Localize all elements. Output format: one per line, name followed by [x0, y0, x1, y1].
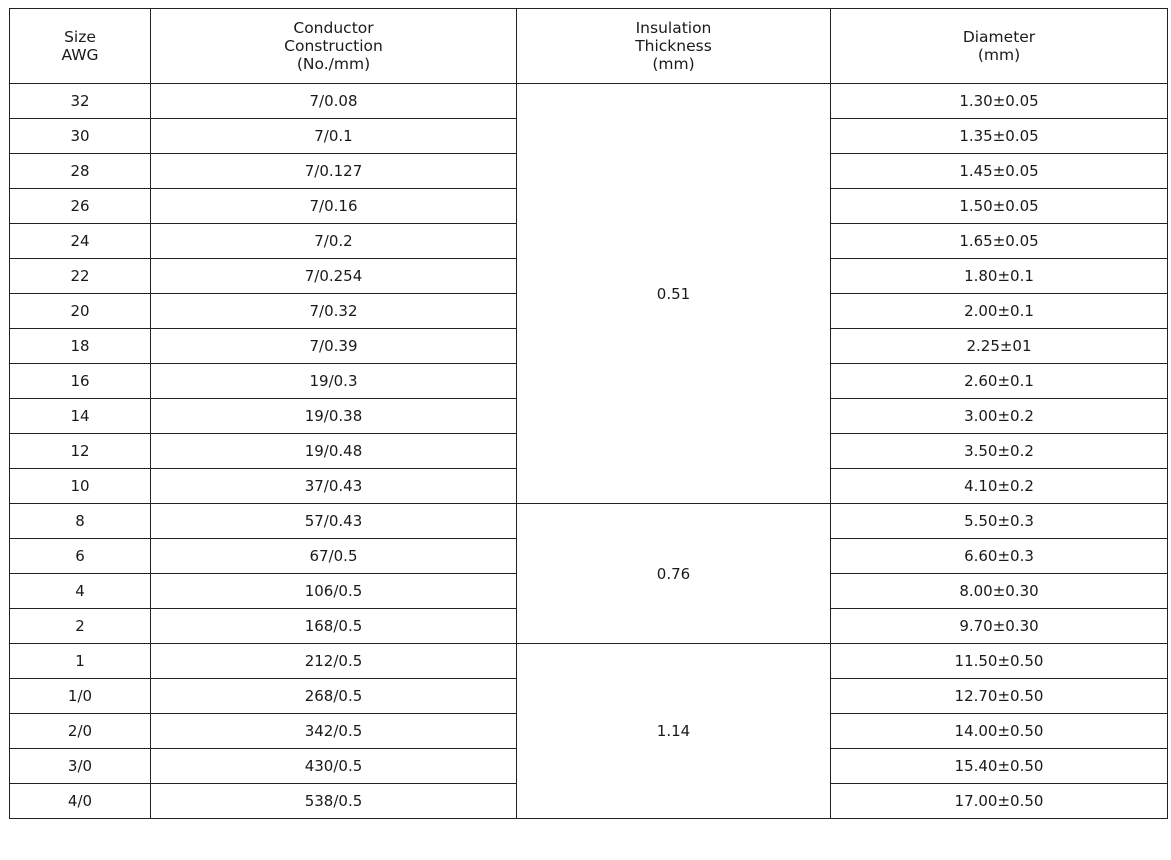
- diameter-cell: 1.30±0.05: [831, 84, 1168, 119]
- diameter-cell: 11.50±0.50: [831, 644, 1168, 679]
- size-cell: 16: [10, 364, 151, 399]
- diameter-cell: 17.00±0.50: [831, 784, 1168, 819]
- size-cell: 2/0: [10, 714, 151, 749]
- table-row: [10, 84, 1168, 119]
- conductor-cell: 538/0.5: [151, 784, 517, 819]
- header-insulation-line: (mm): [652, 55, 695, 73]
- size-cell: 14: [10, 399, 151, 434]
- header-conductor-line: Conductor: [293, 19, 374, 37]
- diameter-cell: 3.00±0.2: [831, 399, 1168, 434]
- header-diameter-line: (mm): [977, 46, 1021, 64]
- header-diameter: [831, 9, 1168, 84]
- conductor-cell: 430/0.5: [151, 749, 517, 784]
- size-cell: 10: [10, 469, 151, 504]
- insulation-cell: 0.76: [517, 504, 831, 644]
- diameter-cell: 8.00±0.30: [831, 574, 1168, 609]
- size-cell: 2: [10, 609, 151, 644]
- size-cell: 20: [10, 294, 151, 329]
- conductor-cell: 106/0.5: [151, 574, 517, 609]
- size-cell: 12: [10, 434, 151, 469]
- header-diameter-line: Diameter: [962, 28, 1036, 46]
- size-cell: 18: [10, 329, 151, 364]
- size-cell: 3/0: [10, 749, 151, 784]
- size-cell: 1: [10, 644, 151, 679]
- conductor-cell: 212/0.5: [151, 644, 517, 679]
- diameter-cell: 2.25±01: [831, 329, 1168, 364]
- size-cell: 32: [10, 84, 151, 119]
- size-cell: 4: [10, 574, 151, 609]
- header-conductor-line: (No./mm): [296, 55, 371, 73]
- size-cell: 30: [10, 119, 151, 154]
- size-cell: 4/0: [10, 784, 151, 819]
- diameter-cell: 14.00±0.50: [831, 714, 1168, 749]
- conductor-cell: 19/0.3: [151, 364, 517, 399]
- conductor-cell: 7/0.32: [151, 294, 517, 329]
- conductor-cell: 67/0.5: [151, 539, 517, 574]
- header-size-line: AWG: [61, 46, 99, 64]
- conductor-cell: 57/0.43: [151, 504, 517, 539]
- conductor-cell: 342/0.5: [151, 714, 517, 749]
- size-cell: 1/0: [10, 679, 151, 714]
- conductor-cell: 19/0.38: [151, 399, 517, 434]
- header-insulation-line: Thickness: [635, 37, 712, 55]
- header-insulation-line: Insulation: [635, 19, 712, 37]
- diameter-cell: 1.50±0.05: [831, 189, 1168, 224]
- conductor-cell: 37/0.43: [151, 469, 517, 504]
- diameter-cell: 6.60±0.3: [831, 539, 1168, 574]
- diameter-cell: 12.70±0.50: [831, 679, 1168, 714]
- conductor-cell: 168/0.5: [151, 609, 517, 644]
- header-insulation: [517, 9, 831, 84]
- size-cell: 8: [10, 504, 151, 539]
- diameter-cell: 1.80±0.1: [831, 259, 1168, 294]
- diameter-cell: 2.60±0.1: [831, 364, 1168, 399]
- size-cell: 22: [10, 259, 151, 294]
- conductor-cell: 7/0.127: [151, 154, 517, 189]
- diameter-cell: 5.50±0.3: [831, 504, 1168, 539]
- diameter-cell: 15.40±0.50: [831, 749, 1168, 784]
- diameter-cell: 2.00±0.1: [831, 294, 1168, 329]
- conductor-cell: 7/0.39: [151, 329, 517, 364]
- diameter-cell: 1.45±0.05: [831, 154, 1168, 189]
- insulation-cell: 1.14: [517, 644, 831, 819]
- insulation-cell: 0.51: [517, 84, 831, 504]
- header-conductor: [151, 9, 517, 84]
- conductor-cell: 7/0.1: [151, 119, 517, 154]
- table-row: [10, 644, 1168, 679]
- diameter-cell: 3.50±0.2: [831, 434, 1168, 469]
- conductor-cell: 7/0.08: [151, 84, 517, 119]
- size-cell: 24: [10, 224, 151, 259]
- header-size-line: Size: [64, 28, 96, 46]
- conductor-cell: 19/0.48: [151, 434, 517, 469]
- table-row: [10, 504, 1168, 539]
- diameter-cell: 4.10±0.2: [831, 469, 1168, 504]
- size-cell: 28: [10, 154, 151, 189]
- size-cell: 6: [10, 539, 151, 574]
- conductor-cell: 7/0.16: [151, 189, 517, 224]
- diameter-cell: 1.65±0.05: [831, 224, 1168, 259]
- header-size: [10, 9, 151, 84]
- conductor-cell: 268/0.5: [151, 679, 517, 714]
- diameter-cell: 1.35±0.05: [831, 119, 1168, 154]
- size-cell: 26: [10, 189, 151, 224]
- conductor-cell: 7/0.254: [151, 259, 517, 294]
- wire-spec-table: [9, 8, 1168, 819]
- header-conductor-line: Construction: [284, 37, 383, 55]
- conductor-cell: 7/0.2: [151, 224, 517, 259]
- header-row: [10, 9, 1168, 84]
- diameter-cell: 9.70±0.30: [831, 609, 1168, 644]
